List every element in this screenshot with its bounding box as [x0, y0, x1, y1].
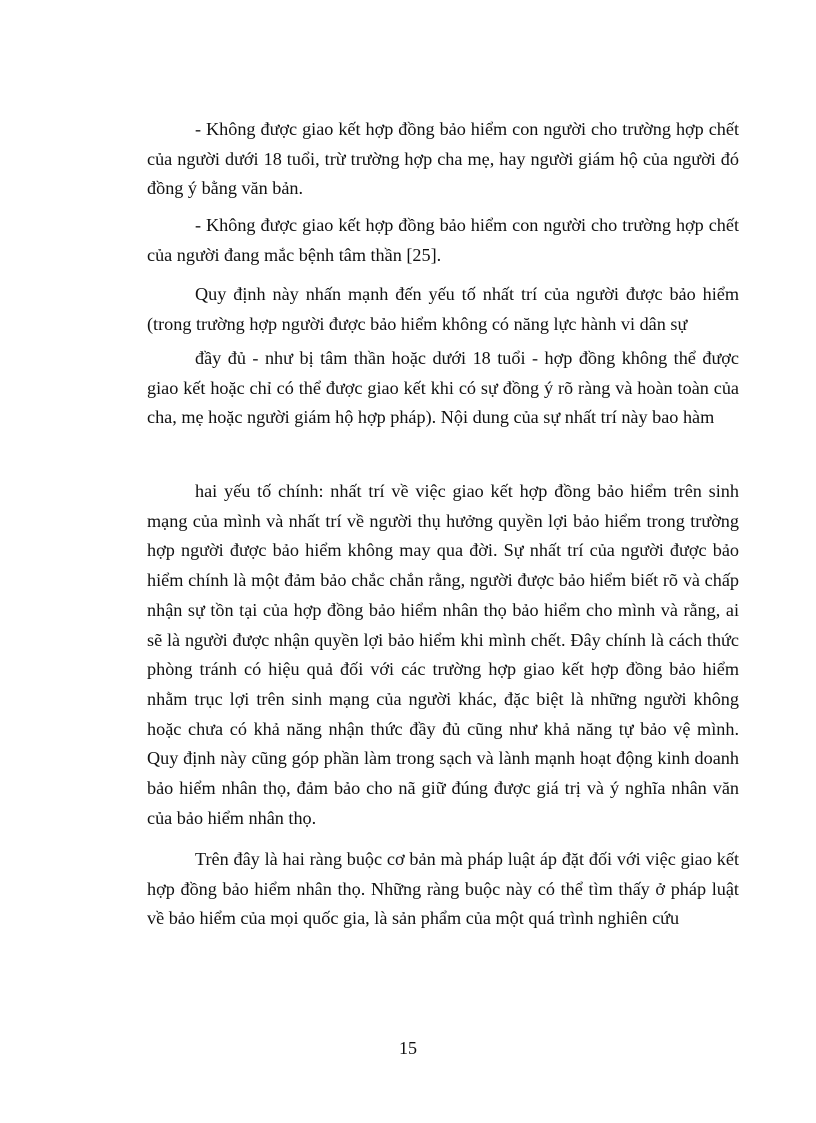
paragraph-consent-continuation: đầy đủ - như bị tâm thần hoặc dưới 18 tuổi - hợp đồng không thể được giao kết hoặc chỉ có thể được giao kết khi có sự đồng ý rõ ràng và hoàn toàn của cha, mẹ hoặc người giám hộ hợp pháp). Nội dung của sự nhất trí này bao hàm [147, 348, 739, 428]
paragraph-restriction-mental-illness: - Không được giao kết hợp đồng bảo hiểm con người cho trường hợp chết của người đang mắc bệnh tâm thần [25]. [147, 215, 739, 265]
paragraph-conclusion: Trên đây là hai ràng buộc cơ bản mà pháp luật áp đặt đối với việc giao kết hợp đồng bảo hiểm nhân thọ. Những ràng buộc này có thể tìm thấy ở pháp luật về bảo hiểm của mọi quốc gia, là sản phẩm của một quá trình nghiên cứu [147, 849, 739, 929]
paragraph-consent-elements: hai yếu tố chính: nhất trí về việc giao kết hợp đồng bảo hiểm trên sinh mạng của mình và nhất trí về người thụ hưởng quyền lợi bảo hiểm trong trường hợp người được bảo hiểm không may qua đời. Sự nhất trí của người được bảo hiểm chính là một đảm bảo chắc chắn rằng, người được bảo hiểm biết rõ và chấp nhận sự tồn tại của hợp đồng bảo hiểm nhân thọ bảo hiểm cho mình và rằng, ai sẽ là người được nhận quyền lợi bảo hiểm khi mình chết. Đây chính là cách thức phòng tránh có hiệu quả đối với các trường hợp giao kết hợp đồng bảo hiểm nhằm trục lợi trên sinh mạng của người khác, đặc biệt là những người không hoặc chưa có khả năng nhận thức đầy đủ cũng như khả năng tự bảo vệ mình. Quy định này cũng góp phần làm trong sạch và lành mạnh hoạt động kinh doanh bảo hiểm nhân thọ, đảm bảo cho nã giữ đúng được giá trị và ý nghĩa nhân văn của bảo hiểm nhân thọ. [147, 481, 739, 828]
paragraph-consent-emphasis: Quy định này nhấn mạnh đến yếu tố nhất trí của người được bảo hiểm (trong trường hợp người được bảo hiểm không có năng lực hành vi dân sự [147, 284, 739, 334]
paragraph-restriction-under-18: - Không được giao kết hợp đồng bảo hiểm con người cho trường hợp chết của người dưới 18 tuổi, trừ trường hợp cha mẹ, hay người giám hộ của người đó đồng ý bằng văn bản. [147, 119, 739, 199]
page-number: 15 [399, 1038, 417, 1058]
